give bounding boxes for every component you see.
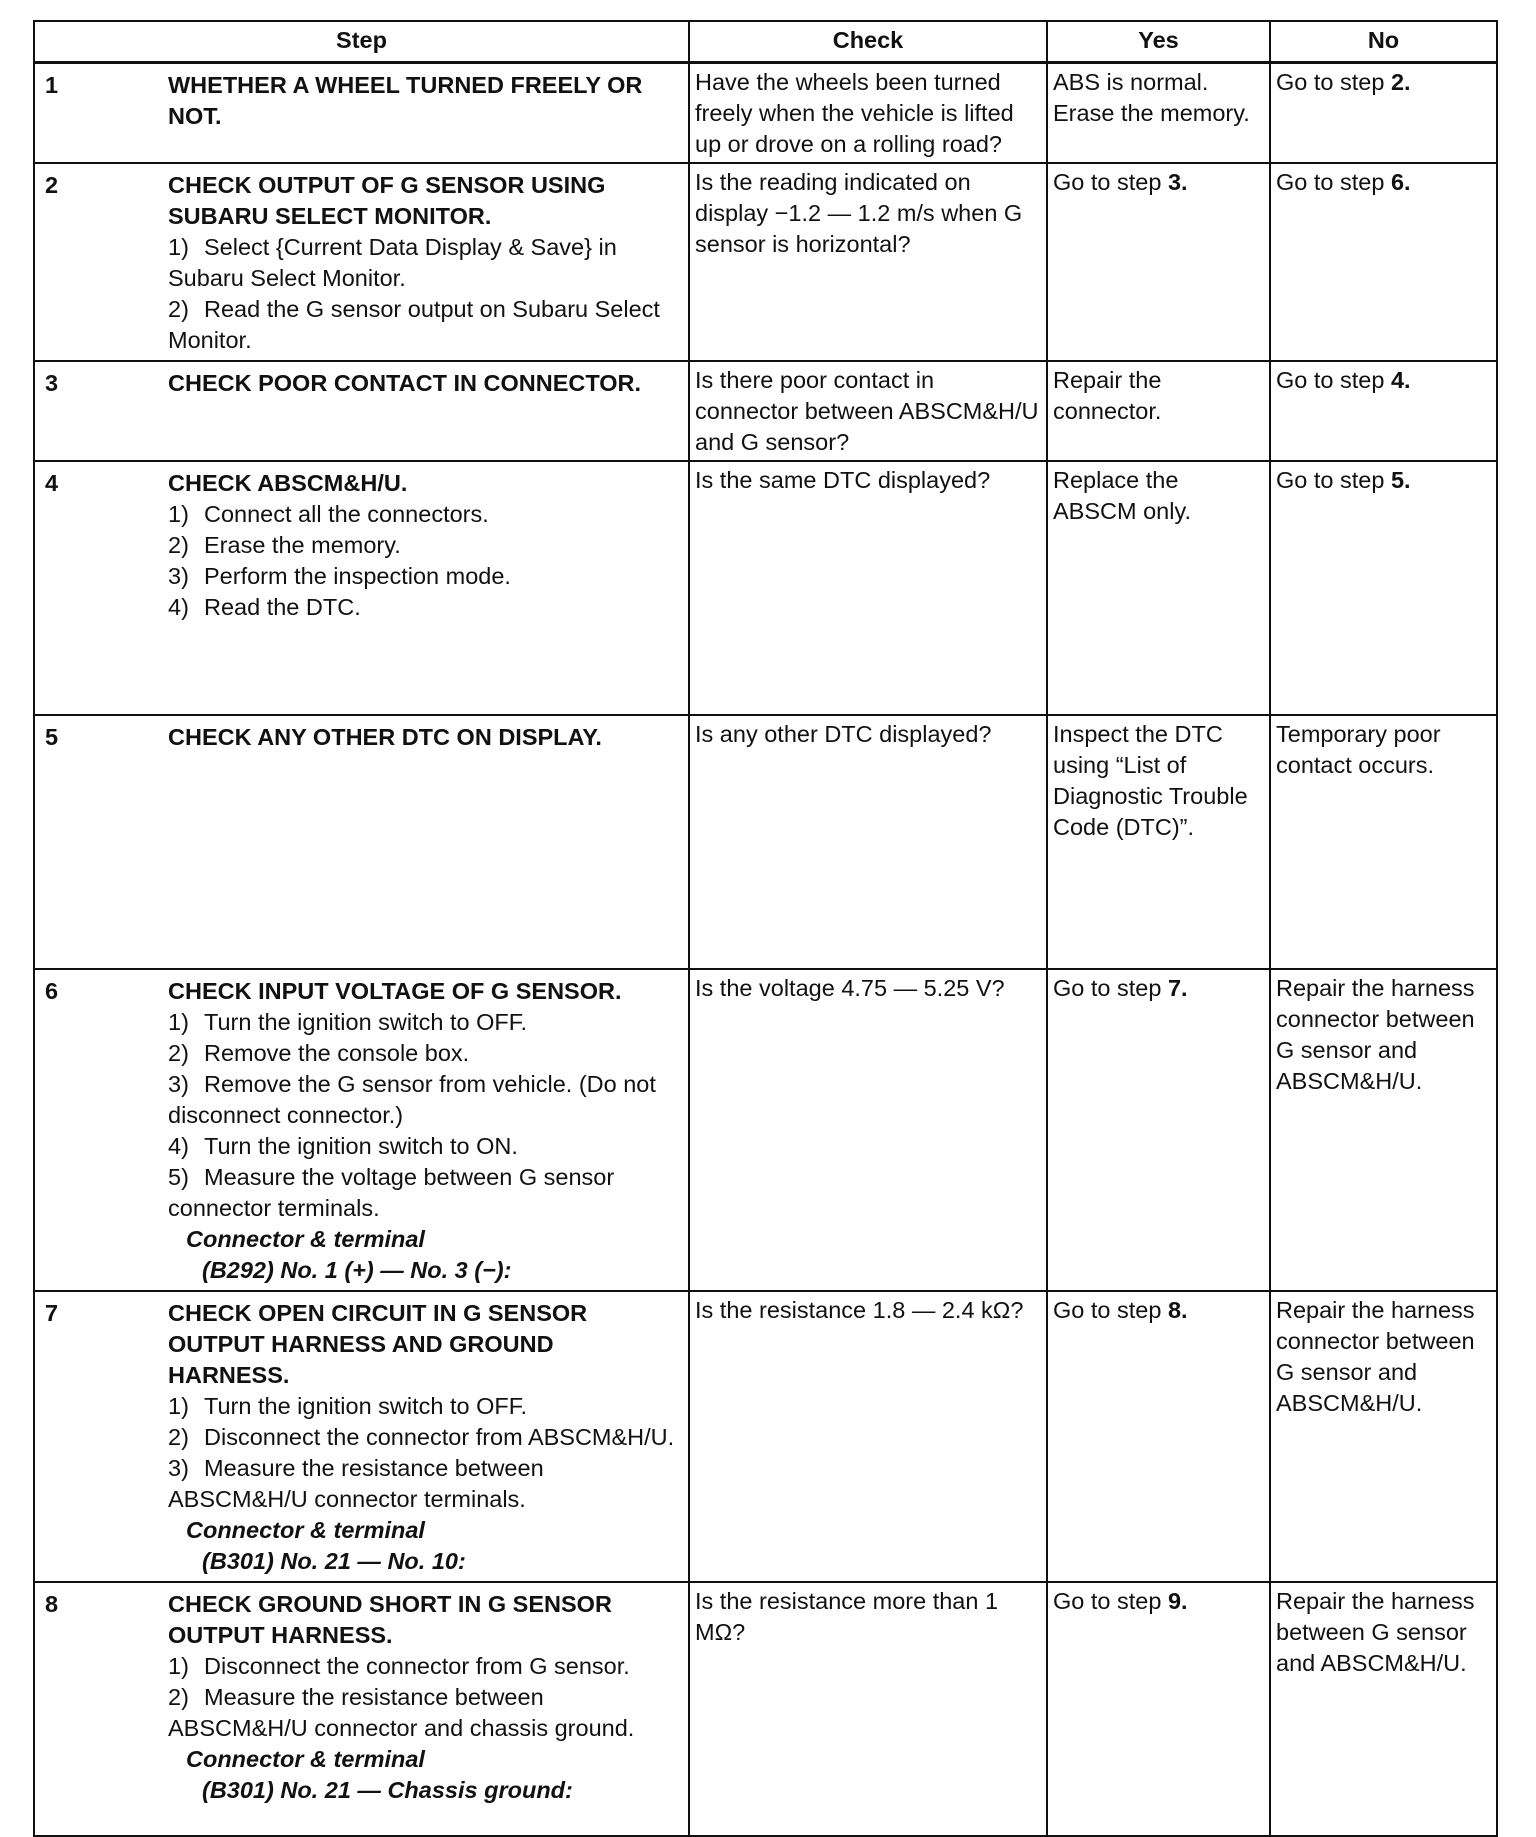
step-number: 3 [45, 370, 59, 396]
yes-cell: Repair the connector. [1047, 361, 1270, 461]
step-cell [34, 969, 689, 1291]
instruction-item: 2) Read the G sensor output on Subaru Select Monitor. [168, 296, 660, 353]
yes-cell: Go to step 9. [1047, 1582, 1270, 1836]
instruction-item: 5) Measure the voltage between G sensor connector terminals. [168, 1164, 615, 1221]
no-cell: Go to step 6. [1270, 163, 1497, 361]
no-cell [1270, 63, 1497, 164]
table-row [34, 461, 1497, 715]
connector-value: (B292) No. 1 (+) — No. 3 (−): [202, 1257, 512, 1283]
header-check: Check [689, 21, 1047, 63]
step-cell [34, 461, 689, 715]
step-cell [34, 163, 689, 361]
header-step: Step [34, 21, 689, 63]
table-row [34, 715, 1497, 969]
check-cell: Have the wheels been turned freely when the vehicle is lifted up or drove on a rolling road? [689, 63, 1047, 164]
step-title: CHECK INPUT VOLTAGE OF G SENSOR. [168, 978, 622, 1004]
header-row [34, 21, 1497, 63]
check-cell: Is the same DTC displayed? [689, 461, 1047, 715]
no-cell: Temporary poor contact occurs. [1270, 715, 1497, 969]
no-step-ref: 4. [1390, 367, 1411, 393]
check-cell: Is the resistance more than 1 MΩ? [689, 1582, 1047, 1836]
yes-step-ref: 8. [1167, 1297, 1188, 1323]
table-row [34, 1291, 1497, 1582]
no-step-ref: 6. [1390, 169, 1411, 195]
step-number: 2 [45, 172, 59, 198]
instruction-item: 4) Read the DTC. [168, 594, 361, 620]
diagnostic-table [33, 20, 1498, 1837]
step-number: 4 [45, 470, 59, 496]
step-number: 5 [45, 724, 59, 750]
step-number: 6 [45, 978, 59, 1004]
no-step-ref: 2. [1390, 69, 1411, 95]
no-cell: Repair the harness connector between G sensor and ABSCM&H/U. [1270, 969, 1497, 1291]
instruction-item: 2) Remove the console box. [168, 1040, 470, 1066]
yes-step-ref: 7. [1167, 975, 1188, 1001]
table-row [34, 63, 1497, 164]
header-no: No [1270, 21, 1497, 63]
check-cell: Is the resistance 1.8 — 2.4 kΩ? [689, 1291, 1047, 1582]
no-step-ref: 5. [1390, 467, 1411, 493]
step-title: CHECK OPEN CIRCUIT IN G SENSOR OUTPUT HARNESS AND GROUND HARNESS. [168, 1300, 588, 1388]
instruction-item: 2) Disconnect the connector from ABSCM&H/U. [168, 1424, 675, 1450]
no-cell: Repair the harness connector between G sensor and ABSCM&H/U. [1270, 1291, 1497, 1582]
no-text: Go to step [1276, 69, 1391, 95]
connector-value: (B301) No. 21 — No. 10: [202, 1548, 466, 1574]
instruction-item: 3) Remove the G sensor from vehicle. (Do not disconnect connector.) [168, 1071, 656, 1128]
step-title: WHETHER A WHEEL TURNED FREELY OR NOT. [168, 72, 643, 129]
yes-cell: Go to step 7. [1047, 969, 1270, 1291]
instruction-item: 1) Select {Current Data Display & Save} in Subaru Select Monitor. [168, 234, 617, 291]
check-cell: Is the reading indicated on display −1.2 — 1.2 m/s when G sensor is horizontal? [689, 163, 1047, 361]
step-cell [34, 715, 689, 969]
instruction-item: 1) Turn the ignition switch to OFF. [168, 1009, 528, 1035]
instruction-item: 3) Perform the inspection mode. [168, 563, 511, 589]
step-cell [34, 361, 689, 461]
table-row [34, 1582, 1497, 1836]
no-cell: Repair the harness between G sensor and ABSCM&H/U. [1270, 1582, 1497, 1836]
instruction-item: 1) Connect all the connectors. [168, 501, 489, 527]
step-number: 8 [45, 1591, 59, 1617]
step-cell [34, 63, 689, 164]
table-row [34, 361, 1497, 461]
check-cell: Is the voltage 4.75 — 5.25 V? [689, 969, 1047, 1291]
no-cell: Go to step 5. [1270, 461, 1497, 715]
yes-cell: Go to step 8. [1047, 1291, 1270, 1582]
instruction-item: 2) Measure the resistance between ABSCM&H/U connector and chassis ground. [168, 1684, 635, 1741]
connector-label: Connector & terminal [186, 1517, 425, 1543]
yes-cell: Go to step 3. [1047, 163, 1270, 361]
step-title: CHECK OUTPUT OF G SENSOR USING SUBARU SELECT MONITOR. [168, 172, 606, 229]
connector-label: Connector & terminal [186, 1746, 425, 1772]
check-cell: Is any other DTC displayed? [689, 715, 1047, 969]
instruction-item: 1) Turn the ignition switch to OFF. [168, 1393, 528, 1419]
instruction-item: 1) Disconnect the connector from G sensor. [168, 1653, 630, 1679]
instruction-item: 2) Erase the memory. [168, 532, 401, 558]
step-title: CHECK ANY OTHER DTC ON DISPLAY. [168, 724, 602, 750]
step-title: CHECK POOR CONTACT IN CONNECTOR. [168, 370, 642, 396]
header-yes: Yes [1047, 21, 1270, 63]
step-number: 7 [45, 1300, 59, 1326]
connector-value: (B301) No. 21 — Chassis ground: [202, 1777, 573, 1803]
step-cell [34, 1291, 689, 1582]
step-cell [34, 1582, 689, 1836]
yes-cell: Replace the ABSCM only. [1047, 461, 1270, 715]
connector-label: Connector & terminal [186, 1226, 425, 1252]
yes-cell: Inspect the DTC using “List of Diagnostic Trouble Code (DTC)”. [1047, 715, 1270, 969]
step-title: CHECK ABSCM&H/U. [168, 470, 408, 496]
yes-step-ref: 9. [1167, 1588, 1188, 1614]
instruction-item: 4) Turn the ignition switch to ON. [168, 1133, 518, 1159]
yes-step-ref: 3. [1167, 169, 1188, 195]
table-row [34, 969, 1497, 1291]
table-row [34, 163, 1497, 361]
yes-cell: ABS is normal. Erase the memory. [1047, 63, 1270, 164]
step-title: CHECK GROUND SHORT IN G SENSOR OUTPUT HARNESS. [168, 1591, 612, 1648]
check-cell: Is there poor contact in connector between ABSCM&H/U and G sensor? [689, 361, 1047, 461]
no-cell: Go to step 4. [1270, 361, 1497, 461]
instruction-item: 3) Measure the resistance between ABSCM&H/U connector terminals. [168, 1455, 544, 1512]
step-number: 1 [45, 72, 59, 98]
